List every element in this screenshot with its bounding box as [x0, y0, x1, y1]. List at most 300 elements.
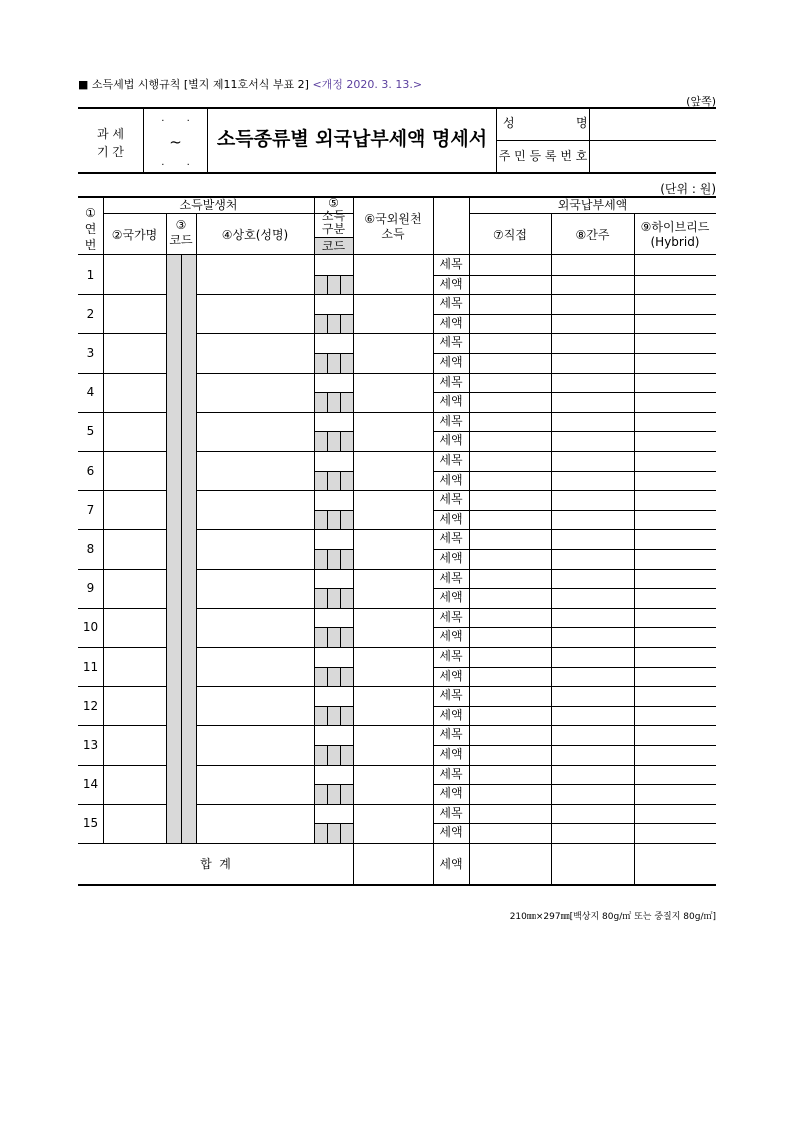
hybrid-tax-amount-field[interactable] — [635, 393, 716, 411]
row-number: 6 — [86, 463, 95, 478]
column-line — [181, 608, 182, 647]
indirect-tax-item-field[interactable] — [552, 334, 633, 352]
hybrid-tax-amount-field[interactable] — [635, 628, 716, 646]
period-label: 과 세 기 간 — [97, 127, 124, 159]
half-row-line — [314, 471, 353, 472]
code-digit-line — [327, 392, 328, 412]
tax-amount-label: 세액 — [439, 551, 463, 565]
tax-item-label: 세목 — [439, 570, 463, 585]
indirect-tax-item-field[interactable] — [552, 374, 633, 392]
foreign-income-field[interactable] — [354, 726, 432, 763]
code-digit-line — [327, 275, 328, 295]
income-type-code-cell — [315, 588, 353, 608]
foreign-income-field[interactable] — [354, 609, 432, 646]
column-line — [181, 686, 182, 725]
income-type-code-cell — [315, 823, 353, 843]
direct-tax-item-field[interactable] — [470, 491, 550, 509]
country-name-field[interactable] — [104, 295, 165, 332]
tax-amount-label: 세액 — [439, 276, 463, 291]
unit-label: (단위 : 원) — [660, 182, 716, 196]
direct-tax-item-field[interactable] — [470, 805, 550, 823]
direct-tax-item-field[interactable] — [470, 295, 550, 313]
column-line — [181, 490, 182, 529]
code-digit-line — [340, 627, 341, 647]
indirect-tax-item-field[interactable] — [552, 452, 633, 470]
column-line — [469, 197, 470, 254]
column-line — [166, 725, 167, 764]
direct-tax-amount-field[interactable] — [470, 393, 550, 411]
row-number: 13 — [82, 738, 99, 752]
hybrid-tax-item-field[interactable] — [635, 648, 716, 666]
half-row-line — [314, 667, 353, 668]
row-number: 3 — [86, 346, 95, 360]
column-line — [166, 765, 167, 804]
indirect-tax-amount-field[interactable] — [552, 354, 633, 372]
code-digit-line — [340, 588, 341, 608]
half-row-line — [314, 745, 353, 746]
direct-tax-amount-field[interactable] — [470, 707, 550, 725]
row-number: 5 — [86, 424, 95, 439]
code-digit-line — [327, 314, 328, 334]
code-digit-line — [327, 510, 328, 530]
country-name-field[interactable] — [104, 609, 165, 646]
code-digit-line — [340, 431, 341, 451]
code-digit-line — [340, 823, 341, 843]
income-type-code-cell — [315, 549, 353, 569]
indirect-tax-amount-field[interactable] — [552, 668, 633, 686]
paper-spec: 210㎜×297㎜[백상지 80g/㎡ 또는 중질지 80g/㎡] — [509, 912, 716, 922]
direct-tax-amount-field[interactable] — [470, 432, 550, 450]
income-type-field[interactable] — [315, 766, 352, 784]
indirect-tax-item-field[interactable] — [552, 766, 633, 784]
indirect-tax-item-field[interactable] — [552, 805, 633, 823]
foreign-income-field[interactable] — [354, 374, 432, 411]
column-line — [166, 333, 167, 372]
col-foreign-income: ⑥국외원천 소득 — [364, 212, 422, 241]
foreign-income-field[interactable] — [354, 295, 432, 332]
foreign-income-field[interactable] — [354, 766, 432, 803]
tax-item-label: 세목 — [439, 257, 463, 271]
column-line — [181, 529, 182, 568]
direct-tax-item-field[interactable] — [470, 726, 550, 744]
indirect-tax-item-field[interactable] — [552, 256, 633, 274]
income-type-code-cell — [315, 353, 353, 373]
column-line — [314, 197, 315, 254]
direct-tax-item-field[interactable] — [470, 609, 550, 627]
id-number-field[interactable] — [590, 141, 716, 172]
direct-tax-amount-field[interactable] — [470, 472, 550, 490]
half-row-line — [314, 510, 353, 511]
row-number: 8 — [86, 542, 95, 556]
direct-tax-amount-field[interactable] — [470, 315, 550, 333]
indirect-tax-amount-field[interactable] — [552, 393, 633, 411]
income-type-field[interactable] — [315, 452, 352, 470]
amendment-note: <개정 2020. 3. 13.> — [312, 78, 423, 91]
country-name-field[interactable] — [104, 530, 165, 567]
column-line — [166, 294, 167, 333]
company-name-field[interactable] — [197, 648, 313, 685]
income-type-field[interactable] — [315, 295, 352, 313]
hybrid-tax-item-field[interactable] — [635, 805, 716, 823]
column-line — [181, 255, 182, 294]
company-name-field[interactable] — [197, 374, 313, 411]
column-line — [166, 255, 167, 294]
foreign-income-field[interactable] — [354, 256, 432, 293]
indirect-tax-item-field[interactable] — [552, 687, 633, 705]
country-name-field[interactable] — [104, 374, 165, 411]
tax-amount-label: 세액 — [439, 433, 463, 448]
column-line — [166, 647, 167, 686]
income-type-code-cell — [315, 392, 353, 412]
indirect-tax-amount-field[interactable] — [552, 589, 633, 607]
hybrid-tax-amount-field[interactable] — [635, 707, 716, 725]
foreign-income-field[interactable] — [354, 530, 432, 567]
tax-item-label: 세목 — [439, 413, 463, 428]
half-row-line — [314, 275, 353, 276]
column-line — [166, 686, 167, 725]
foreign-income-field[interactable] — [354, 570, 432, 607]
hybrid-tax-item-field[interactable] — [635, 452, 716, 470]
tax-item-label: 세목 — [439, 453, 463, 467]
tax-amount-label: 세액 — [439, 511, 463, 526]
code-digit-line — [340, 706, 341, 726]
tax-item-label: 세목 — [439, 688, 463, 703]
column-line — [353, 197, 354, 254]
hybrid-tax-amount-field[interactable] — [635, 432, 716, 450]
code-digit-line — [327, 353, 328, 373]
indirect-tax-amount-field[interactable] — [552, 472, 633, 490]
hybrid-tax-item-field[interactable] — [635, 609, 716, 627]
total-label: 합 계 — [200, 857, 231, 871]
total-tax-amount-label: 세액 — [439, 857, 463, 871]
hybrid-tax-amount-field[interactable] — [635, 785, 716, 803]
column-line — [181, 373, 182, 412]
row-number: 10 — [82, 620, 99, 635]
country-name-field[interactable] — [104, 491, 165, 528]
indirect-tax-amount-field[interactable] — [552, 824, 633, 842]
column-line — [181, 451, 182, 490]
code-digit-line — [327, 667, 328, 687]
income-type-field[interactable] — [315, 256, 352, 274]
code-digit-line — [327, 706, 328, 726]
country-name-field[interactable] — [104, 648, 165, 685]
foreign-income-field[interactable] — [354, 413, 432, 450]
half-row-line — [314, 706, 353, 707]
direct-tax-amount-field[interactable] — [470, 550, 550, 568]
col-income-type-code: 코드 — [321, 239, 346, 253]
indirect-tax-amount-field[interactable] — [552, 746, 633, 764]
country-name-field[interactable] — [104, 570, 165, 607]
half-row-line — [314, 784, 353, 785]
direct-tax-item-field[interactable] — [470, 413, 550, 431]
income-type-field[interactable] — [315, 648, 352, 666]
column-line — [166, 373, 167, 412]
half-row-line — [314, 588, 353, 589]
company-name-field[interactable] — [197, 334, 313, 371]
tax-item-label: 세목 — [439, 531, 463, 546]
income-type-code-cell — [315, 745, 353, 765]
half-row-line — [314, 431, 353, 432]
tax-amount-label: 세액 — [439, 707, 463, 722]
indirect-tax-item-field[interactable] — [552, 570, 633, 588]
direct-tax-amount-field[interactable] — [470, 511, 550, 529]
code-digit-line — [327, 745, 328, 765]
indirect-tax-amount-field[interactable] — [552, 511, 633, 529]
tax-item-label: 세목 — [439, 766, 463, 781]
period-start-dots: . . — [161, 113, 190, 124]
code-digit-line — [340, 275, 341, 295]
direct-tax-item-field[interactable] — [470, 530, 550, 548]
income-type-code-cell — [315, 627, 353, 647]
direct-tax-amount-field[interactable] — [470, 589, 550, 607]
hybrid-tax-amount-field[interactable] — [635, 511, 716, 529]
col-income-type: ⑤ 소득 구분 — [321, 196, 346, 236]
form-title: 소득종류별 외국납부세액 명세서 — [216, 128, 488, 150]
country-name-field[interactable] — [104, 687, 165, 724]
row-number: 7 — [86, 502, 95, 517]
legal-basis: ■ 소득세법 시행규칙 [별지 제11호서식 부표 2] <개정 2020. 3. 13.> — [78, 78, 423, 91]
hybrid-tax-item-field[interactable] — [635, 256, 716, 274]
direct-tax-item-field[interactable] — [470, 334, 550, 352]
direct-tax-amount-field[interactable] — [470, 746, 550, 764]
row-number: 15 — [82, 816, 99, 831]
company-name-field[interactable] — [197, 805, 313, 842]
table-bottom-border — [78, 884, 716, 886]
tax-item-label: 세목 — [439, 335, 463, 350]
hybrid-tax-item-field[interactable] — [635, 295, 716, 313]
total-hybrid-field[interactable] — [635, 843, 716, 884]
income-type-field[interactable] — [315, 570, 352, 588]
country-name-field[interactable] — [104, 805, 165, 842]
income-type-field[interactable] — [315, 413, 352, 431]
direct-tax-item-field[interactable] — [470, 766, 550, 784]
direct-tax-amount-field[interactable] — [470, 824, 550, 842]
code-digit-line — [327, 431, 328, 451]
tax-item-label: 세목 — [439, 727, 463, 742]
country-name-field[interactable] — [104, 334, 165, 371]
country-name-field[interactable] — [104, 726, 165, 763]
hybrid-tax-amount-field[interactable] — [635, 315, 716, 333]
code-digit-line — [340, 667, 341, 687]
col-hybrid: ⑨하이브리드 (Hybrid) — [640, 220, 710, 249]
hybrid-tax-item-field[interactable] — [635, 374, 716, 392]
company-name-field[interactable] — [197, 295, 313, 332]
column-line — [181, 333, 182, 372]
id-label: 주 민 등 록 번 호 — [498, 149, 588, 163]
half-row-line — [314, 353, 353, 354]
direct-tax-amount-field[interactable] — [470, 276, 550, 294]
column-line — [166, 569, 167, 608]
code-digit-line — [340, 745, 341, 765]
hybrid-tax-amount-field[interactable] — [635, 354, 716, 372]
direct-tax-amount-field[interactable] — [470, 628, 550, 646]
foreign-income-field[interactable] — [354, 452, 432, 489]
indirect-tax-item-field[interactable] — [552, 609, 633, 627]
foreign-income-field[interactable] — [354, 805, 432, 842]
direct-tax-amount-field[interactable] — [470, 785, 550, 803]
company-name-field[interactable] — [197, 687, 313, 724]
direct-tax-item-field[interactable] — [470, 256, 550, 274]
direct-tax-item-field[interactable] — [470, 374, 550, 392]
tax-amount-label: 세액 — [439, 747, 463, 761]
tax-amount-label: 세액 — [439, 825, 463, 840]
indirect-tax-amount-field[interactable] — [552, 550, 633, 568]
income-type-code-cell — [315, 431, 353, 451]
indirect-tax-item-field[interactable] — [552, 648, 633, 666]
indirect-tax-item-field[interactable] — [552, 491, 633, 509]
period-end-dots: . . — [161, 157, 190, 168]
row-number: 12 — [82, 698, 99, 713]
company-name-field[interactable] — [197, 530, 313, 567]
direct-tax-item-field[interactable] — [470, 648, 550, 666]
company-name-field[interactable] — [197, 256, 313, 293]
total-foreign-income-field[interactable] — [354, 843, 432, 884]
country-name-field[interactable] — [104, 256, 165, 293]
indirect-tax-item-field[interactable] — [552, 726, 633, 744]
indirect-tax-amount-field[interactable] — [552, 785, 633, 803]
hybrid-tax-item-field[interactable] — [635, 766, 716, 784]
indirect-tax-amount-field[interactable] — [552, 707, 633, 725]
company-name-field[interactable] — [197, 452, 313, 489]
col-income-source: 소득발생처 — [179, 198, 238, 212]
income-type-code-cell — [315, 706, 353, 726]
col-country-name: ②국가명 — [111, 228, 158, 242]
company-name-field[interactable] — [197, 609, 313, 646]
income-type-code-cell — [315, 784, 353, 804]
hybrid-tax-amount-field[interactable] — [635, 550, 716, 568]
hybrid-tax-item-field[interactable] — [635, 687, 716, 705]
income-type-code-cell — [315, 510, 353, 530]
name-field[interactable] — [590, 109, 716, 140]
code-digit-line — [340, 510, 341, 530]
column-line — [433, 197, 434, 254]
column-line — [196, 213, 197, 254]
income-type-code-cell — [315, 275, 353, 295]
income-type-field[interactable] — [315, 609, 352, 627]
direct-tax-item-field[interactable] — [470, 452, 550, 470]
code-digit-line — [340, 314, 341, 334]
income-type-code-cell — [315, 667, 353, 687]
income-type-code-cell — [315, 314, 353, 334]
page-side-label: (앞쪽) — [686, 95, 716, 108]
foreign-income-field[interactable] — [354, 687, 432, 724]
indirect-tax-item-field[interactable] — [552, 295, 633, 313]
column-line — [551, 213, 552, 254]
col-serial: ① 연 번 — [84, 206, 97, 252]
hybrid-tax-amount-field[interactable] — [635, 472, 716, 490]
hybrid-tax-item-field[interactable] — [635, 570, 716, 588]
hybrid-tax-item-field[interactable] — [635, 491, 716, 509]
row-number: 2 — [86, 306, 95, 321]
foreign-income-field[interactable] — [354, 648, 432, 685]
column-line — [103, 197, 104, 254]
tax-item-label: 세목 — [439, 492, 463, 507]
company-name-field[interactable] — [197, 570, 313, 607]
col-code: ③ 코드 — [169, 218, 193, 247]
hybrid-tax-item-field[interactable] — [635, 413, 716, 431]
total-direct-field[interactable] — [470, 843, 550, 884]
row-number: 14 — [82, 777, 99, 792]
code-digit-line — [340, 392, 341, 412]
code-digit-line — [327, 549, 328, 569]
code-digit-line — [327, 471, 328, 491]
tax-item-label: 세목 — [439, 649, 463, 663]
indirect-tax-item-field[interactable] — [552, 413, 633, 431]
half-row-line — [314, 823, 353, 824]
hybrid-tax-item-field[interactable] — [635, 726, 716, 744]
code-digit-line — [327, 784, 328, 804]
hybrid-tax-item-field[interactable] — [635, 334, 716, 352]
foreign-income-field[interactable] — [354, 491, 432, 528]
hybrid-tax-amount-field[interactable] — [635, 746, 716, 764]
hybrid-tax-amount-field[interactable] — [635, 668, 716, 686]
tax-amount-label: 세액 — [439, 590, 463, 605]
period-tilde: ~ — [169, 133, 182, 151]
row-number: 4 — [86, 385, 95, 400]
hybrid-tax-amount-field[interactable] — [635, 276, 716, 294]
direct-tax-amount-field[interactable] — [470, 354, 550, 372]
name-label-a: 성 — [503, 116, 515, 130]
hybrid-tax-amount-field[interactable] — [635, 824, 716, 842]
tax-item-label: 세목 — [439, 805, 463, 820]
tax-amount-label: 세액 — [439, 786, 463, 801]
income-type-field[interactable] — [315, 687, 352, 705]
income-type-field[interactable] — [315, 334, 352, 352]
column-line — [166, 451, 167, 490]
indirect-tax-amount-field[interactable] — [552, 315, 633, 333]
tax-amount-label: 세액 — [439, 394, 463, 409]
country-name-field[interactable] — [104, 452, 165, 489]
company-name-field[interactable] — [197, 726, 313, 763]
country-name-field[interactable] — [104, 413, 165, 450]
direct-tax-amount-field[interactable] — [470, 668, 550, 686]
indirect-tax-amount-field[interactable] — [552, 276, 633, 294]
column-line — [181, 804, 182, 843]
code-digit-line — [327, 823, 328, 843]
row-number: 9 — [86, 581, 95, 596]
company-name-field[interactable] — [197, 491, 313, 528]
country-name-field[interactable] — [104, 766, 165, 803]
income-type-field[interactable] — [315, 530, 352, 548]
indirect-tax-amount-field[interactable] — [552, 432, 633, 450]
half-row-line — [314, 549, 353, 550]
tax-amount-label: 세액 — [439, 472, 463, 487]
hybrid-tax-amount-field[interactable] — [635, 589, 716, 607]
company-name-field[interactable] — [197, 766, 313, 803]
income-type-field[interactable] — [315, 491, 352, 509]
income-type-field[interactable] — [315, 726, 352, 744]
code-digit-line — [340, 471, 341, 491]
col-foreign-tax: 외국납부세액 — [557, 198, 628, 212]
total-indirect-field[interactable] — [552, 843, 633, 884]
code-digit-line — [327, 588, 328, 608]
foreign-income-field[interactable] — [354, 334, 432, 371]
income-type-field[interactable] — [315, 805, 352, 823]
indirect-tax-item-field[interactable] — [552, 530, 633, 548]
company-name-field[interactable] — [197, 413, 313, 450]
direct-tax-item-field[interactable] — [470, 570, 550, 588]
tax-item-label: 세목 — [439, 609, 463, 624]
income-type-field[interactable] — [315, 374, 352, 392]
column-line — [181, 412, 182, 451]
column-line — [181, 569, 182, 608]
hybrid-tax-item-field[interactable] — [635, 530, 716, 548]
tax-item-label: 세목 — [439, 374, 463, 389]
column-line — [166, 213, 167, 254]
column-line — [166, 529, 167, 568]
indirect-tax-amount-field[interactable] — [552, 628, 633, 646]
direct-tax-item-field[interactable] — [470, 687, 550, 705]
